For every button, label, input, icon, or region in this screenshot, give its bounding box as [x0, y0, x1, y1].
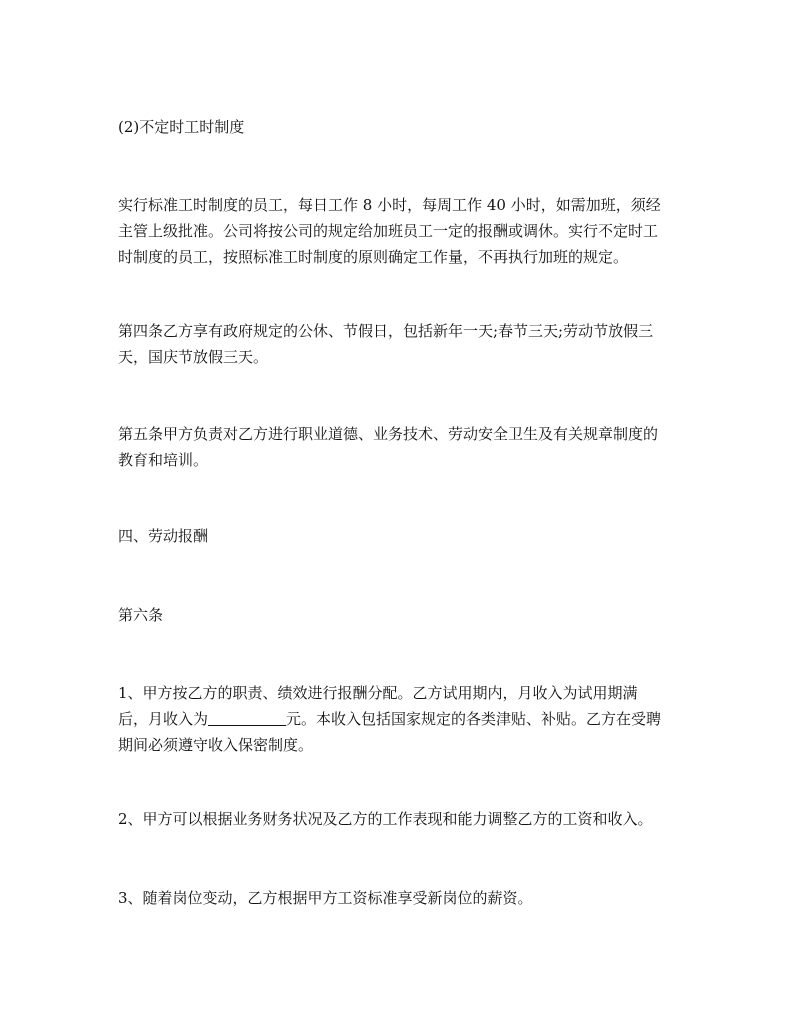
text-line: 天，国庆节放假三天。	[118, 348, 269, 366]
text-line-with-blank	[118, 706, 684, 732]
text-line: 实行标准工时制度的员工，每日工作 8 小时，每周工作 40 小时，如需加班，须经	[118, 196, 661, 214]
subsection-heading-irregular-hours	[118, 114, 684, 140]
fill-in-blank	[208, 709, 286, 726]
text-line: 四、劳动报酬	[118, 527, 209, 545]
section-heading-remuneration	[118, 523, 684, 549]
text-line: 2、甲方可以根据业务财务状况及乙方的工作表现和能力调整乙方的工资和收入。	[118, 810, 653, 828]
text-line: 主管上级批准。公司将按公司的规定给加班员工一定的报酬或调休。实行不定时工	[118, 222, 659, 240]
text-line: 第四条乙方享有政府规定的公休、节假日，包括新年一天;春节三天;劳动节放假三	[118, 322, 654, 340]
text-segment: 元。本收入包括国家规定的各类津贴、补贴。乙方在受聘	[286, 710, 662, 728]
text-line: 1、甲方按乙方的职责、绩效进行报酬分配。乙方试用期内，月收入为试用期满	[118, 684, 638, 702]
paragraph-6-2-adjustment	[118, 806, 684, 832]
text-segment: 后，月收入为	[118, 710, 209, 728]
paragraph-6-1-salary	[118, 680, 684, 758]
article-6-heading	[118, 602, 684, 628]
paragraph-article-5-training	[118, 421, 684, 473]
text-line: 期间必须遵守收入保密制度。	[118, 736, 314, 754]
text-line: 时制度的员工，按照标准工时制度的原则确定工作量，不再执行加班的规定。	[118, 248, 629, 266]
text-line: (2)不定时工时制度	[118, 118, 245, 136]
text-line: 教育和培训。	[118, 451, 209, 469]
paragraph-article-4-holidays	[118, 318, 684, 370]
text-line: 3、随着岗位变动，乙方根据甲方工资标准享受新岗位的薪资。	[118, 889, 533, 907]
paragraph-6-3-position-change	[118, 885, 684, 911]
text-line: 第六条	[118, 606, 164, 624]
text-line: 第五条甲方负责对乙方进行职业道德、业务技术、劳动安全卫生及有关规章制度的	[118, 425, 659, 443]
paragraph-standard-hours	[118, 192, 684, 270]
